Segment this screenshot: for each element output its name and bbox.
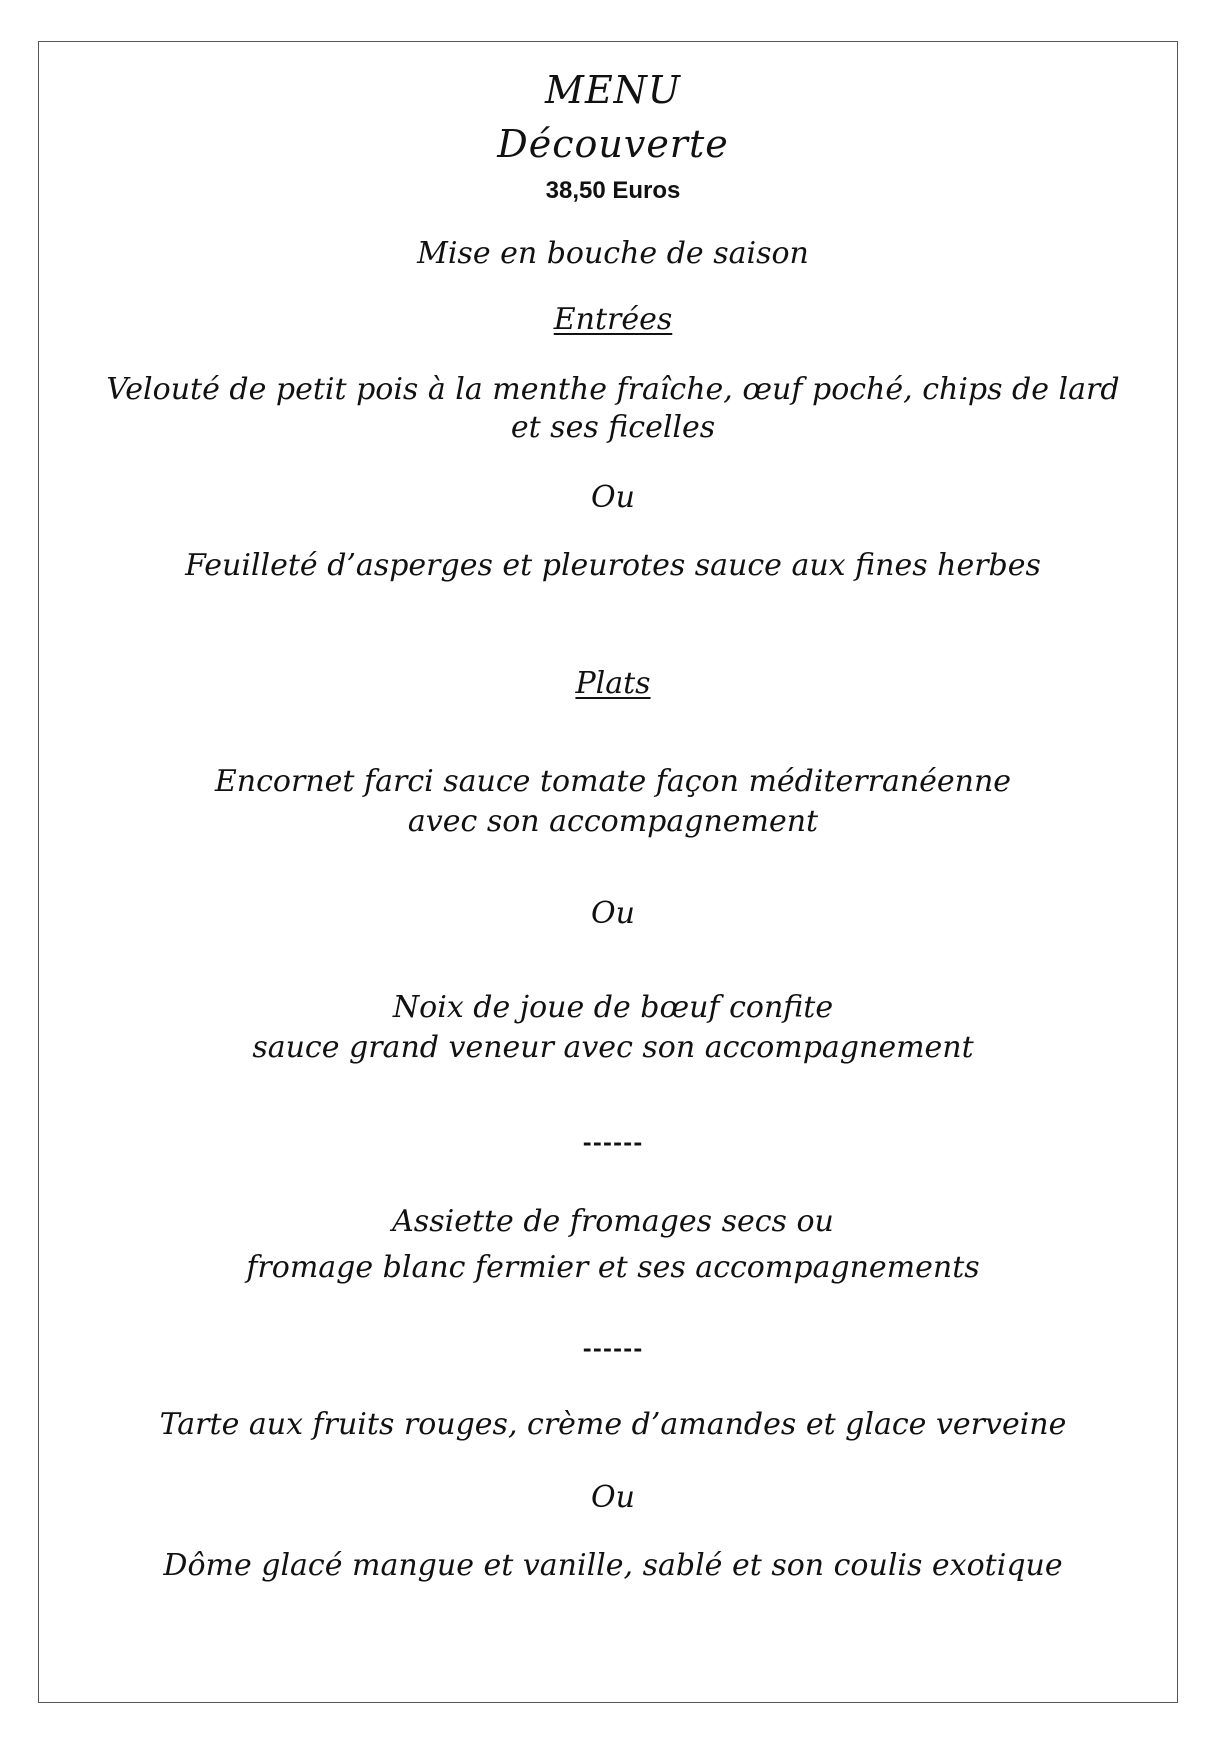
plat-option-2-line-2: sauce grand veneur avec son accompagnement — [252, 1030, 974, 1065]
dessert-option-2: Dôme glacé mangue et vanille, sablé et son coulis exotique — [163, 1548, 1063, 1583]
plat-option-1-line-1: Encornet farci sauce tomate façon méditerranéenne — [214, 764, 1012, 799]
separator-1: ------ — [582, 1130, 644, 1156]
menu-subtitle: Découverte — [497, 122, 729, 166]
entree-option-2: Feuilleté d’asperges et pleurotes sauce aux fines herbes — [185, 548, 1041, 583]
entree-option-1-line-1: Velouté de petit pois à la menthe fraîche, œuf poché, chips de lard — [106, 372, 1120, 407]
menu-frame — [38, 41, 1178, 1703]
plats-heading: Plats — [575, 666, 651, 701]
entree-or: Ou — [591, 480, 635, 515]
fromages-line-1: Assiette de fromages secs ou — [392, 1204, 834, 1239]
entree-option-1-line-2: et ses ficelles — [510, 410, 716, 445]
separator-2: ------ — [582, 1336, 644, 1362]
fromages-line-2: fromage blanc fermier et ses accompagnements — [246, 1250, 980, 1285]
entrees-heading: Entrées — [553, 302, 673, 337]
plat-or: Ou — [591, 896, 635, 931]
plat-option-1-line-2: avec son accompagnement — [407, 804, 819, 839]
menu-title: MENU — [545, 68, 681, 112]
dessert-option-1: Tarte aux fruits rouges, crème d’amandes et glace verveine — [159, 1407, 1067, 1442]
dessert-or: Ou — [591, 1480, 635, 1515]
menu-price: 38,50 Euros — [545, 177, 681, 204]
plat-option-2-line-1: Noix de joue de bœuf confite — [392, 990, 834, 1025]
amuse-bouche: Mise en bouche de saison — [417, 236, 809, 271]
